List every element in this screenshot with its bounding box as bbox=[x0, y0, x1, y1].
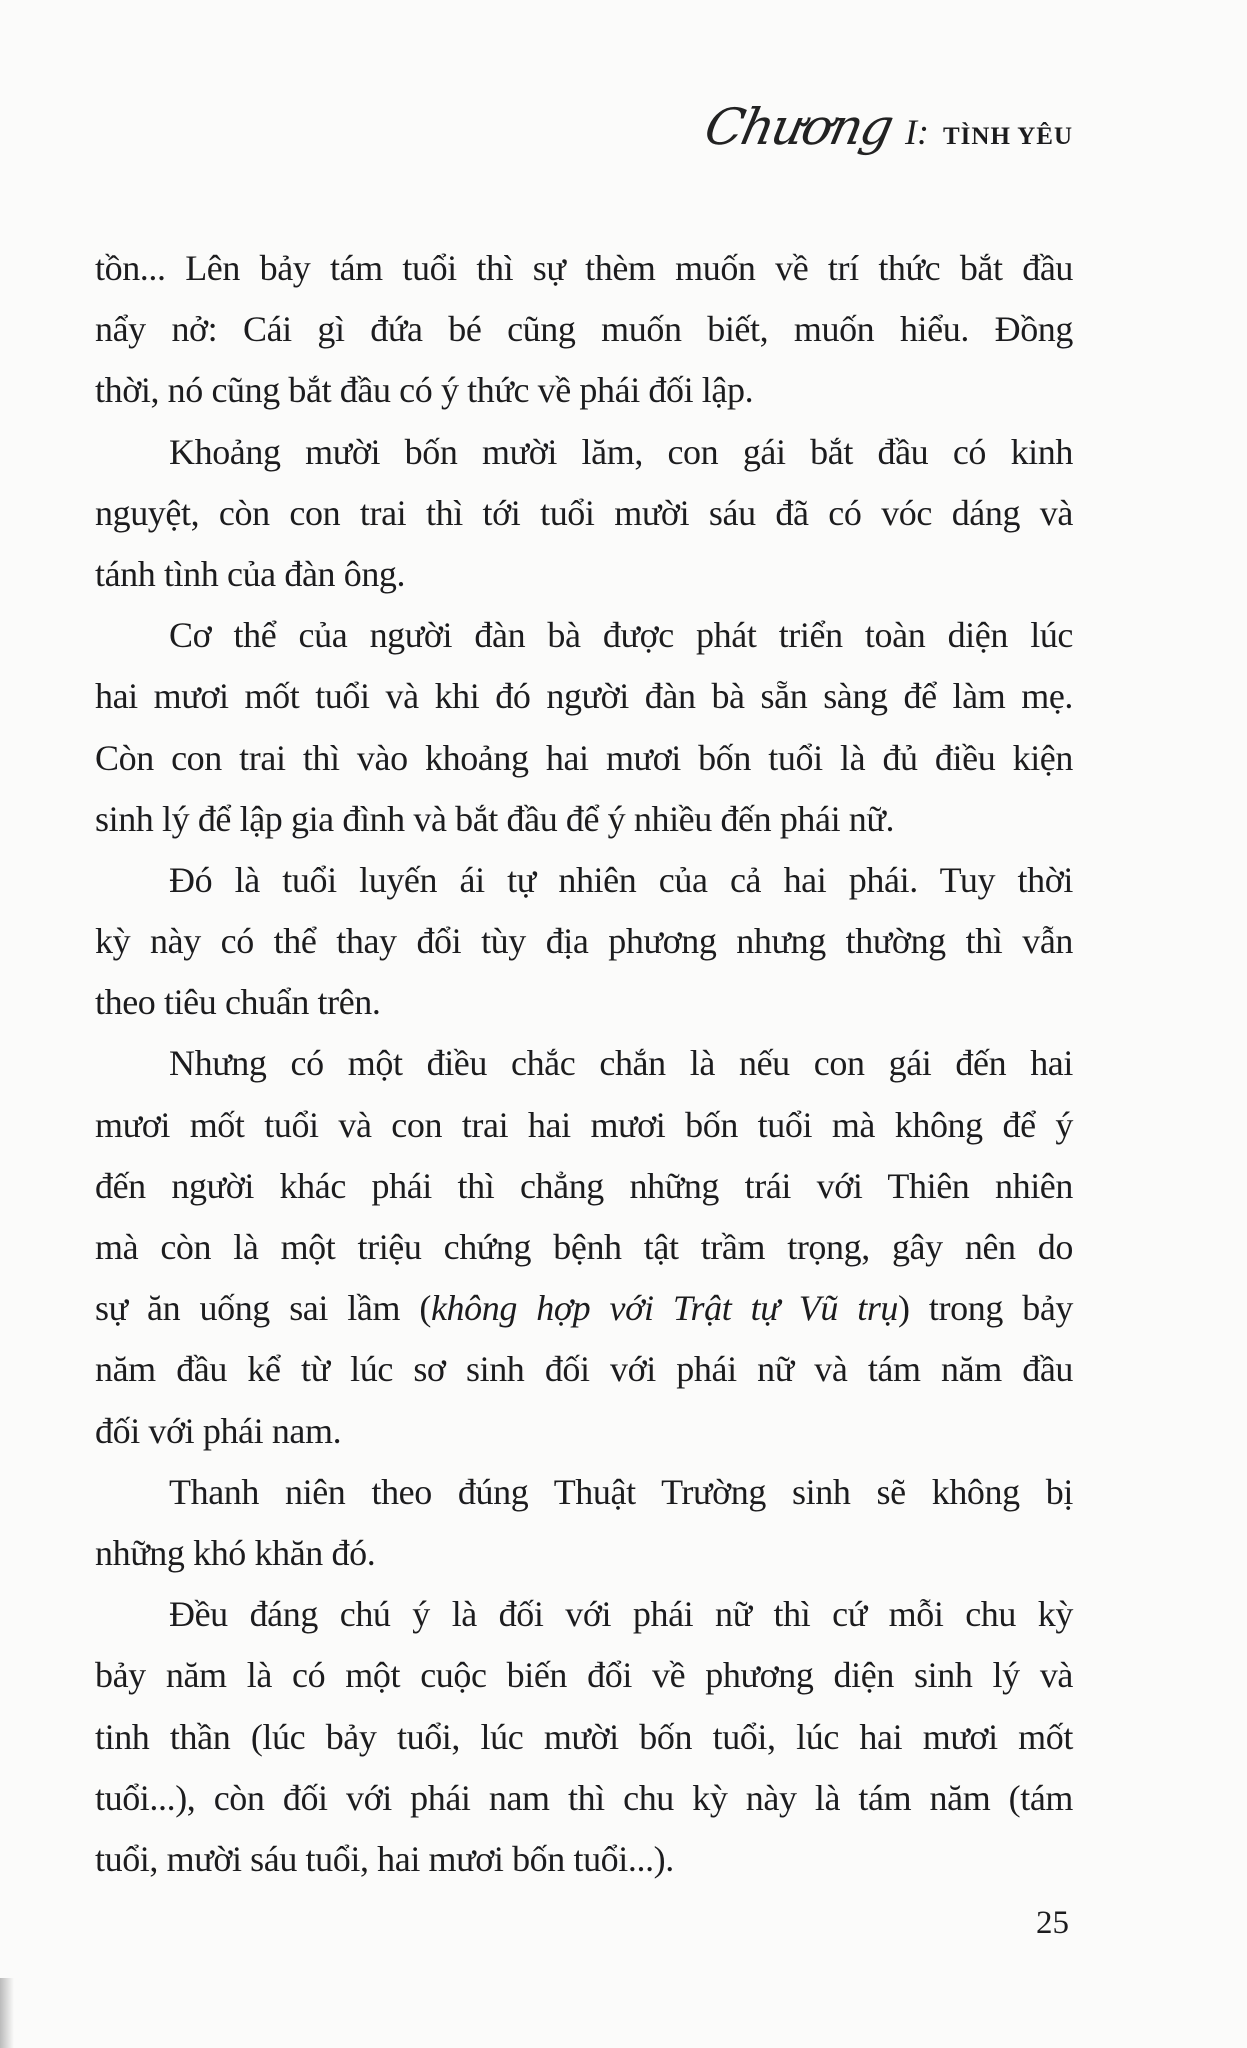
body-text bbox=[95, 238, 1073, 1890]
text-segment: ) trong bảy bbox=[898, 1288, 1074, 1329]
text-line: hai mươi mốt tuổi và khi đó người đàn bà sẵn sàng để làm mẹ. bbox=[95, 676, 1073, 717]
text-line: sinh lý để lập gia đình và bắt đầu để ý nhiều đến phái nữ. bbox=[95, 798, 895, 839]
text-line: Khoảng mười bốn mười lăm, con gái bắt đầu có kinh bbox=[169, 431, 1073, 472]
text-line: bảy năm là có một cuộc biến đổi về phương diện sinh lý và bbox=[95, 1655, 1073, 1696]
page-number: 25 bbox=[1036, 1905, 1069, 1941]
paragraph bbox=[95, 605, 1073, 850]
chapter-word: Chương bbox=[699, 98, 898, 156]
text-line bbox=[95, 1278, 1073, 1339]
text-line: tuổi...), còn đối với phái nam thì chu kỳ này là tám năm (tám bbox=[95, 1777, 1073, 1818]
chapter-title: TÌNH YÊU bbox=[942, 123, 1073, 150]
text-line: theo tiêu chuẩn trên. bbox=[95, 982, 381, 1023]
text-line: mươi mốt tuổi và con trai hai mươi bốn tuổi mà không để ý bbox=[95, 1104, 1073, 1145]
text-line: tồn... Lên bảy tám tuổi thì sự thèm muốn về trí thức bắt đầu bbox=[95, 248, 1073, 288]
text-line: Còn con trai thì vào khoảng hai mươi bốn tuổi là đủ điều kiện bbox=[95, 737, 1073, 778]
text-line: tuổi, mười sáu tuổi, hai mươi bốn tuổi...). bbox=[95, 1838, 674, 1879]
text-line: thời, nó cũng bắt đầu có ý thức về phái đối lập. bbox=[95, 370, 754, 411]
paragraph bbox=[95, 238, 1073, 422]
text-line: tánh tình của đàn ông. bbox=[95, 553, 406, 594]
paragraph bbox=[95, 850, 1073, 1034]
text-line: nguyệt, còn con trai thì tới tuổi mười sáu đã có vóc dáng và bbox=[95, 492, 1073, 533]
text-line: Đều đáng chú ý là đối với phái nữ thì cứ mỗi chu kỳ bbox=[169, 1594, 1073, 1635]
paragraph bbox=[95, 1033, 1073, 1461]
text-line: đến người khác phái thì chẳng những trái với Thiên nhiên bbox=[95, 1165, 1073, 1206]
text-line: năm đầu kể từ lúc sơ sinh đối với phái nữ và tám năm đầu bbox=[95, 1349, 1073, 1390]
text-line: nẩy nở: Cái gì đứa bé cũng muốn biết, muốn hiểu. Đồng bbox=[95, 309, 1073, 350]
text-line: Đó là tuổi luyến ái tự nhiên của cả hai phái. Tuy thời bbox=[169, 859, 1073, 900]
text-line: mà còn là một triệu chứng bệnh tật trầm trọng, gây nên do bbox=[95, 1227, 1073, 1267]
running-header bbox=[699, 98, 1073, 156]
paragraph bbox=[95, 1584, 1073, 1890]
text-line: kỳ này có thể thay đổi tùy địa phương nhưng thường thì vẫn bbox=[95, 921, 1073, 962]
paragraph bbox=[95, 1462, 1073, 1584]
text-line: những khó khăn đó. bbox=[95, 1532, 376, 1573]
chapter-number: I: bbox=[905, 112, 929, 152]
italic-text: không hợp với Trật tự Vũ trụ bbox=[430, 1288, 899, 1329]
text-line: Nhưng có một điều chắc chắn là nếu con gái đến hai bbox=[169, 1043, 1073, 1084]
paragraph bbox=[95, 422, 1073, 606]
text-segment: sự ăn uống sai lầm ( bbox=[95, 1288, 431, 1329]
text-line: Cơ thể của người đàn bà được phát triển toàn diện lúc bbox=[169, 615, 1073, 656]
text-line: đối với phái nam. bbox=[95, 1410, 342, 1451]
text-line: tinh thần (lúc bảy tuổi, lúc mười bốn tuổi, lúc hai mươi mốt bbox=[95, 1716, 1073, 1757]
page-edge-shadow bbox=[0, 1978, 14, 2048]
text-line: Thanh niên theo đúng Thuật Trường sinh sẽ không bị bbox=[169, 1471, 1073, 1512]
